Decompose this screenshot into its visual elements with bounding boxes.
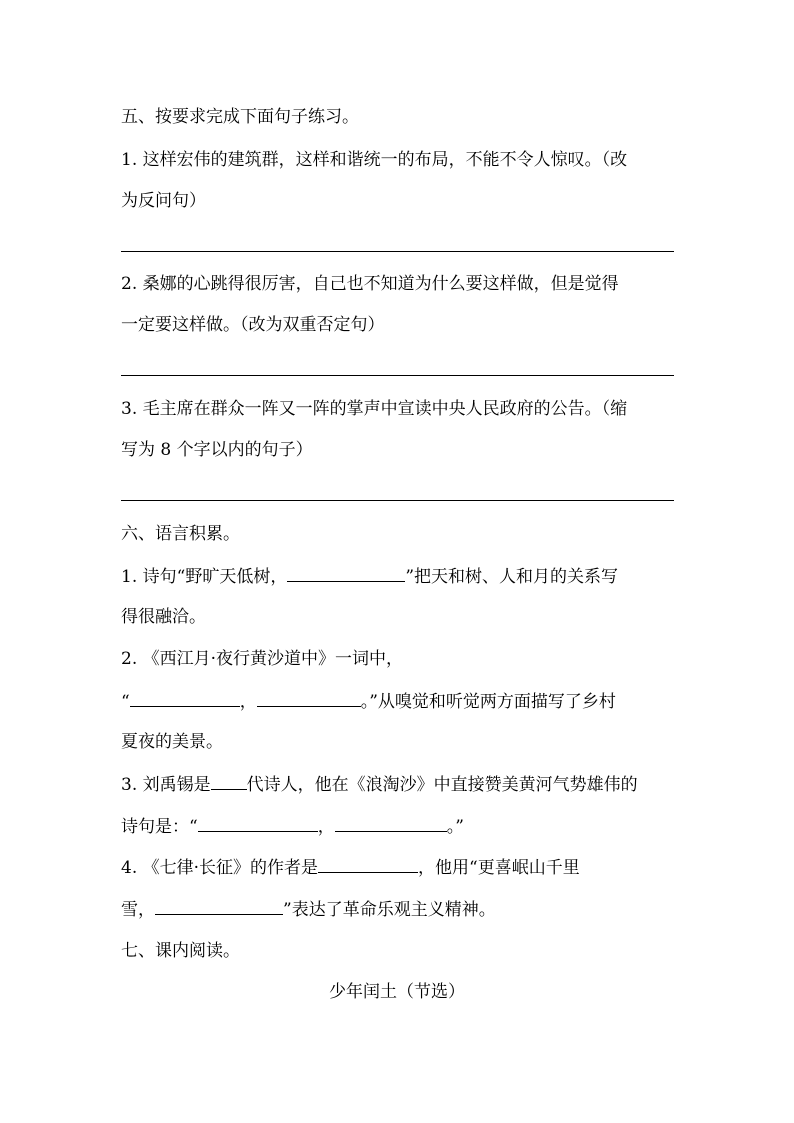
answer-line-5-1[interactable] (121, 251, 674, 252)
question-5-1-line-2: 为反问句） (121, 191, 206, 211)
answer-line-5-2[interactable] (121, 375, 674, 376)
question-6-1-line-1 (121, 565, 618, 588)
question-6-4-line-1 (121, 856, 580, 879)
section-5-heading: 五、按要求完成下面句子练习。 (121, 107, 359, 127)
question-6-3-suffix: 代诗人，他在《浪淘沙》中直接赞美黄河气势雄伟的 (246, 775, 638, 795)
question-6-2-open-quote: “ (121, 692, 130, 712)
question-6-4-line-2 (121, 898, 496, 921)
question-6-3-comma: ， (317, 817, 335, 837)
question-5-1-line-1: 1. 这样宏伟的建筑群，这样和谐统一的布局，不能不令人惊叹。（改 (121, 150, 628, 170)
question-6-4-suffix: ，他用“更喜岷山千里 (418, 858, 580, 878)
question-5-3-line-1: 3. 毛主席在群众一阵又一阵的掌声中宣读中央人民政府的公告。（缩 (121, 399, 628, 419)
blank-6-3-a[interactable] (198, 815, 318, 832)
blank-6-2-b[interactable] (257, 690, 361, 707)
question-6-4-prefix: 4. 《七律·长征》的作者是 (121, 858, 319, 878)
question-6-2-line-3: 夏夜的美景。 (121, 732, 223, 752)
answer-line-5-3[interactable] (121, 500, 674, 501)
question-6-2-line-1: 2. 《西江月·夜行黄沙道中》一词中， (121, 649, 404, 669)
question-5-3-line-2: 写为 8 个字以内的句子） (121, 440, 313, 460)
blank-6-2-a[interactable] (130, 690, 240, 707)
question-6-3-end: 。” (446, 817, 464, 837)
question-6-3-line-2 (121, 815, 464, 838)
question-6-3-prefix: 3. 刘禹锡是 (121, 775, 211, 795)
question-6-2-line-2 (121, 690, 616, 713)
question-6-3-line-1 (121, 773, 638, 796)
question-6-4-line-2-prefix: 雪， (121, 900, 155, 920)
blank-6-3-dynasty[interactable] (211, 773, 247, 790)
question-6-1-prefix: 1. 诗句“野旷天低树， (121, 567, 288, 587)
question-6-2-comma: ， (239, 692, 257, 712)
blank-6-1[interactable] (287, 565, 405, 582)
blank-6-3-b[interactable] (335, 815, 447, 832)
question-6-1-suffix: ”把天和树、人和月的关系写 (405, 567, 619, 587)
passage-title: 少年闰土（节选） (329, 982, 465, 1002)
question-6-2-rest: 。”从嗅觉和听觉两方面描写了乡村 (360, 692, 616, 712)
question-6-3-line-2-prefix: 诗句是：“ (121, 817, 198, 837)
section-7-heading: 七、课内阅读。 (121, 941, 240, 961)
section-6-heading: 六、语言积累。 (121, 524, 240, 544)
blank-6-4-verse[interactable] (155, 898, 283, 915)
blank-6-4-author[interactable] (318, 856, 418, 873)
question-5-2-line-2: 一定要这样做。（改为双重否定句） (121, 315, 385, 335)
question-6-4-line-2-suffix: ”表达了革命乐观主义精神。 (283, 900, 496, 920)
question-6-1-line-2: 得很融洽。 (121, 607, 206, 627)
question-5-2-line-1: 2. 桑娜的心跳得很厉害，自己也不知道为什么要这样做，但是觉得 (121, 274, 619, 294)
